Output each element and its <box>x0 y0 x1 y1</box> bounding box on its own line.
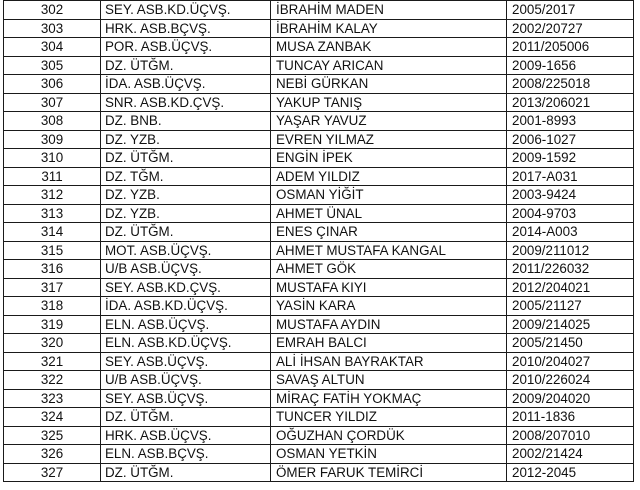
row-number: 322 <box>4 371 101 390</box>
rank-cell: DZ. ÜTĞM. <box>101 56 271 75</box>
name-cell: AHMET ÜNAL <box>271 204 507 223</box>
row-number: 321 <box>4 352 101 371</box>
registry-number-cell: 2010/226024 <box>507 371 634 390</box>
name-cell: ENGİN İPEK <box>271 149 507 168</box>
rank-cell: HRK. ASB.ÜÇVŞ. <box>101 426 271 445</box>
rank-cell: SEY. ASB.KD.ÜÇVŞ. <box>101 1 271 20</box>
rank-cell: MOT. ASB.ÜÇVŞ. <box>101 241 271 260</box>
row-number: 313 <box>4 204 101 223</box>
name-cell: OĞUZHAN ÇORDÜK <box>271 426 507 445</box>
table-row <box>4 19 634 38</box>
row-number: 320 <box>4 334 101 353</box>
rank-cell: ELN. ASB.BÇVŞ. <box>101 445 271 464</box>
row-number: 319 <box>4 315 101 334</box>
name-cell: YAKUP TANIŞ <box>271 93 507 112</box>
name-cell: İBRAHİM KALAY <box>271 19 507 38</box>
row-number: 311 <box>4 167 101 186</box>
row-number: 304 <box>4 38 101 57</box>
name-cell: TUNCER YILDIZ <box>271 408 507 427</box>
registry-number-cell: 2005/21450 <box>507 334 634 353</box>
rank-cell: ELN. ASB.KD.ÜÇVŞ. <box>101 334 271 353</box>
table-row <box>4 371 634 390</box>
registry-number-cell: 2012/204021 <box>507 278 634 297</box>
table-row <box>4 297 634 316</box>
row-number: 323 <box>4 389 101 408</box>
name-cell: EMRAH BALCI <box>271 334 507 353</box>
name-cell: OSMAN YETKİN <box>271 445 507 464</box>
name-cell: YAŞAR YAVUZ <box>271 112 507 131</box>
table-row <box>4 93 634 112</box>
name-cell: EVREN YILMAZ <box>271 130 507 149</box>
name-cell: AHMET GÖK <box>271 260 507 279</box>
rank-cell: SNR. ASB.KD.ÇVŞ. <box>101 93 271 112</box>
name-cell: MUSTAFA KIYI <box>271 278 507 297</box>
row-number: 316 <box>4 260 101 279</box>
table-row <box>4 315 634 334</box>
registry-number-cell: 2005/21127 <box>507 297 634 316</box>
registry-number-cell: 2009-1592 <box>507 149 634 168</box>
row-number: 314 <box>4 223 101 242</box>
registry-number-cell: 2011-1836 <box>507 408 634 427</box>
personnel-table <box>3 0 634 482</box>
name-cell: MUSA ZANBAK <box>271 38 507 57</box>
row-number: 327 <box>4 463 101 482</box>
registry-number-cell: 2017-A031 <box>507 167 634 186</box>
table-row <box>4 352 634 371</box>
rank-cell: SEY. ASB.ÜÇVŞ. <box>101 352 271 371</box>
table-row <box>4 223 634 242</box>
table-row <box>4 1 634 20</box>
rank-cell: U/B ASB.ÜÇVŞ. <box>101 260 271 279</box>
name-cell: TUNCAY ARICAN <box>271 56 507 75</box>
table-row <box>4 130 634 149</box>
table-row <box>4 241 634 260</box>
table-row <box>4 278 634 297</box>
rank-cell: İDA. ASB.ÜÇVŞ. <box>101 75 271 94</box>
registry-number-cell: 2014-A003 <box>507 223 634 242</box>
row-number: 317 <box>4 278 101 297</box>
rank-cell: DZ. ÜTĞM. <box>101 408 271 427</box>
rank-cell: ELN. ASB.ÜÇVŞ. <box>101 315 271 334</box>
registry-number-cell: 2012-2045 <box>507 463 634 482</box>
table-row <box>4 389 634 408</box>
name-cell: ENES ÇINAR <box>271 223 507 242</box>
name-cell: YASİN KARA <box>271 297 507 316</box>
registry-number-cell: 2003-9424 <box>507 186 634 205</box>
row-number: 307 <box>4 93 101 112</box>
registry-number-cell: 2011/226032 <box>507 260 634 279</box>
name-cell: MUSTAFA AYDIN <box>271 315 507 334</box>
registry-number-cell: 2001-8993 <box>507 112 634 131</box>
table-row <box>4 38 634 57</box>
registry-number-cell: 2004-9703 <box>507 204 634 223</box>
row-number: 309 <box>4 130 101 149</box>
table-row <box>4 56 634 75</box>
registry-number-cell: 2009/214025 <box>507 315 634 334</box>
rank-cell: SEY. ASB.ÜÇVŞ. <box>101 389 271 408</box>
registry-number-cell: 2011/205006 <box>507 38 634 57</box>
registry-number-cell: 2002/20727 <box>507 19 634 38</box>
rank-cell: DZ. YZB. <box>101 186 271 205</box>
rank-cell: DZ. ÜTĞM. <box>101 223 271 242</box>
table-row <box>4 445 634 464</box>
registry-number-cell: 2013/206021 <box>507 93 634 112</box>
row-number: 308 <box>4 112 101 131</box>
registry-number-cell: 2006-1027 <box>507 130 634 149</box>
row-number: 303 <box>4 19 101 38</box>
row-number: 306 <box>4 75 101 94</box>
row-number: 326 <box>4 445 101 464</box>
rank-cell: DZ. YZB. <box>101 130 271 149</box>
registry-number-cell: 2009-1656 <box>507 56 634 75</box>
name-cell: AHMET MUSTAFA KANGAL <box>271 241 507 260</box>
rank-cell: DZ. ÜTĞM. <box>101 149 271 168</box>
registry-number-cell: 2008/225018 <box>507 75 634 94</box>
rank-cell: POR. ASB.ÜÇVŞ. <box>101 38 271 57</box>
name-cell: OSMAN YİĞİT <box>271 186 507 205</box>
table-row <box>4 426 634 445</box>
table-row <box>4 260 634 279</box>
registry-number-cell: 2002/21424 <box>507 445 634 464</box>
table-row <box>4 463 634 482</box>
rank-cell: DZ. BNB. <box>101 112 271 131</box>
registry-number-cell: 2009/204020 <box>507 389 634 408</box>
row-number: 315 <box>4 241 101 260</box>
name-cell: ADEM YILDIZ <box>271 167 507 186</box>
rank-cell: DZ. YZB. <box>101 204 271 223</box>
name-cell: SAVAŞ ALTUN <box>271 371 507 390</box>
name-cell: MİRAÇ FATİH YOKMAÇ <box>271 389 507 408</box>
rank-cell: DZ. TĞM. <box>101 167 271 186</box>
row-number: 325 <box>4 426 101 445</box>
table-row <box>4 334 634 353</box>
table-row <box>4 408 634 427</box>
registry-number-cell: 2005/2017 <box>507 1 634 20</box>
name-cell: İBRAHİM MADEN <box>271 1 507 20</box>
registry-number-cell: 2008/207010 <box>507 426 634 445</box>
table-body <box>4 1 634 482</box>
row-number: 318 <box>4 297 101 316</box>
table-row <box>4 75 634 94</box>
name-cell: ÖMER FARUK TEMİRCİ <box>271 463 507 482</box>
table-row <box>4 186 634 205</box>
name-cell: ALİ İHSAN BAYRAKTAR <box>271 352 507 371</box>
rank-cell: İDA. ASB.KD.ÜÇVŞ. <box>101 297 271 316</box>
table-row <box>4 204 634 223</box>
rank-cell: U/B ASB.ÜÇVŞ. <box>101 371 271 390</box>
row-number: 305 <box>4 56 101 75</box>
row-number: 312 <box>4 186 101 205</box>
rank-cell: DZ. ÜTĞM. <box>101 463 271 482</box>
rank-cell: HRK. ASB.BÇVŞ. <box>101 19 271 38</box>
table-row <box>4 112 634 131</box>
row-number: 310 <box>4 149 101 168</box>
registry-number-cell: 2009/211012 <box>507 241 634 260</box>
rank-cell: SEY. ASB.KD.ÇVŞ. <box>101 278 271 297</box>
row-number: 324 <box>4 408 101 427</box>
name-cell: NEBİ GÜRKAN <box>271 75 507 94</box>
table-row <box>4 167 634 186</box>
table-row <box>4 149 634 168</box>
registry-number-cell: 2010/204027 <box>507 352 634 371</box>
row-number: 302 <box>4 1 101 20</box>
